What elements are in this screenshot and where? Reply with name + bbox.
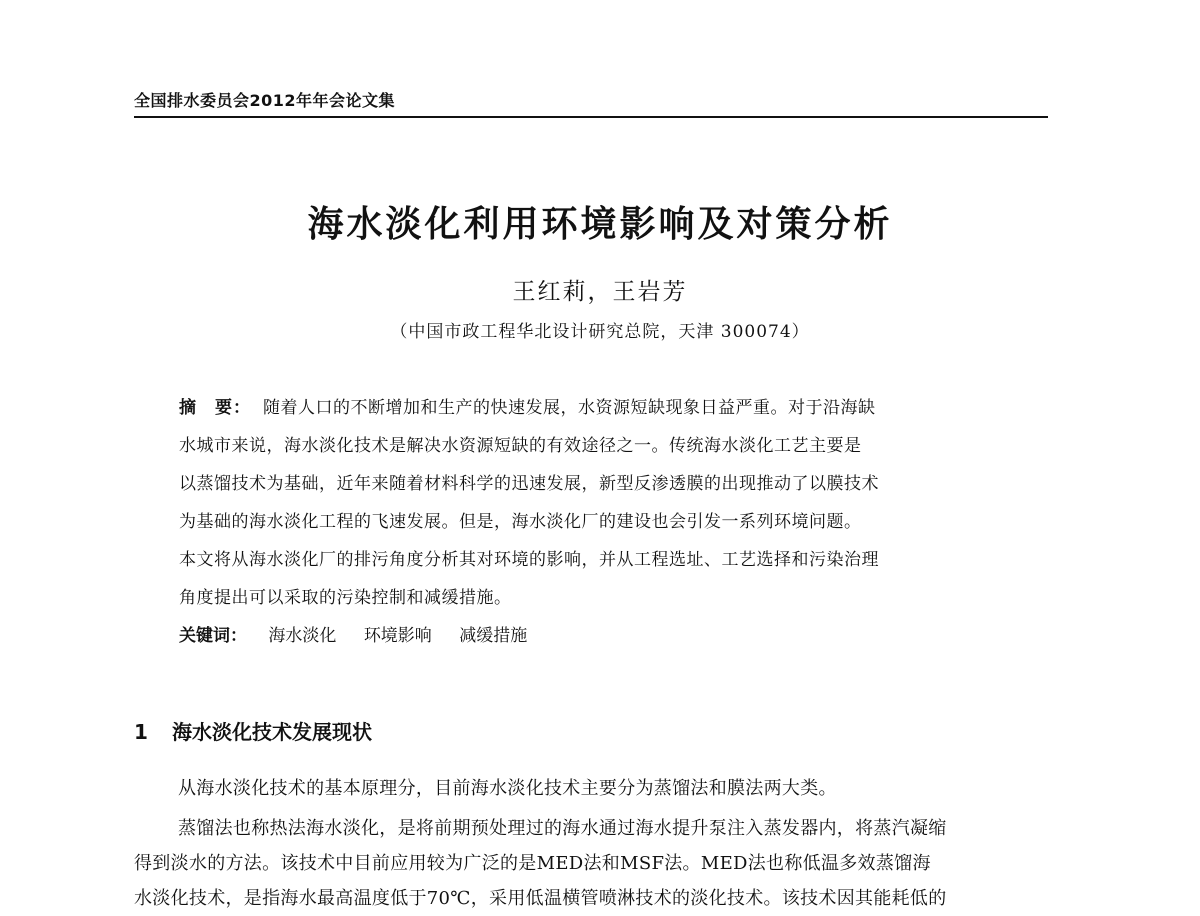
body-text-line: 从海水淡化技术的基本原理分，目前海水淡化技术主要分为蒸馏法和膜法两大类。 bbox=[178, 778, 837, 799]
keywords bbox=[179, 622, 549, 650]
section-title: 海水淡化技术发展现状 bbox=[172, 720, 372, 744]
affiliation: （中国市政工程华北设计研究总院，天津 300074） bbox=[390, 322, 810, 342]
section-heading bbox=[134, 716, 372, 745]
abstract-line: 角度提出可以采取的污染控制和减缓措施。 bbox=[179, 588, 512, 608]
abstract-line: 水城市来说，海水淡化技术是解决水资源短缺的有效途径之一。传统海水淡化工艺主要是 bbox=[179, 436, 862, 456]
running-header-text: 全国排水委员会2012年年会论文集 bbox=[134, 91, 396, 110]
body-text-line: 蒸馏法也称热法海水淡化，是将前期预处理过的海水通过海水提升泵注入蒸发器内，将蒸汽凝缩 bbox=[178, 818, 947, 839]
keyword: 海水淡化 bbox=[268, 626, 337, 646]
abstract-line: 本文将从海水淡化厂的排污角度分析其对环境的影响，并从工程选址、工艺选择和污染治理 bbox=[179, 550, 879, 570]
abstract-line bbox=[179, 394, 1019, 432]
abstract bbox=[179, 394, 1019, 622]
keywords-label: 关键词： bbox=[179, 626, 247, 646]
abstract-line: 以蒸馏技术为基础，近年来随着材料科学的迅速发展，新型反渗透膜的出现推动了以膜技术 bbox=[179, 474, 879, 494]
keyword: 环境影响 bbox=[363, 626, 432, 646]
running-header bbox=[134, 86, 1048, 118]
body-text-line: 得到淡水的方法。该技术中目前应用较为广泛的是MED法和MSF法。MED法也称低温多效蒸馏海 bbox=[134, 853, 931, 874]
abstract-label: 摘 要： bbox=[179, 398, 251, 418]
authors: 王红莉，王岩芳 bbox=[512, 279, 688, 305]
abstract-line: 为基础的海水淡化工程的飞速发展。但是，海水淡化厂的建设也会引发一系列环境问题。 bbox=[179, 512, 862, 532]
section-number: 1 bbox=[134, 720, 148, 744]
paper-title: 海水淡化利用环境影响及对策分析 bbox=[307, 204, 893, 245]
keyword: 减缓措施 bbox=[459, 626, 528, 646]
body-text-line: 水淡化技术，是指海水最高温度低于70℃，采用低温横管喷淋技术的淡化技术。该技术因其能耗低的 bbox=[134, 888, 947, 909]
abstract-line-text: 随着人口的不断增加和生产的快速发展，水资源短缺现象日益严重。对于沿海缺 bbox=[263, 398, 876, 418]
